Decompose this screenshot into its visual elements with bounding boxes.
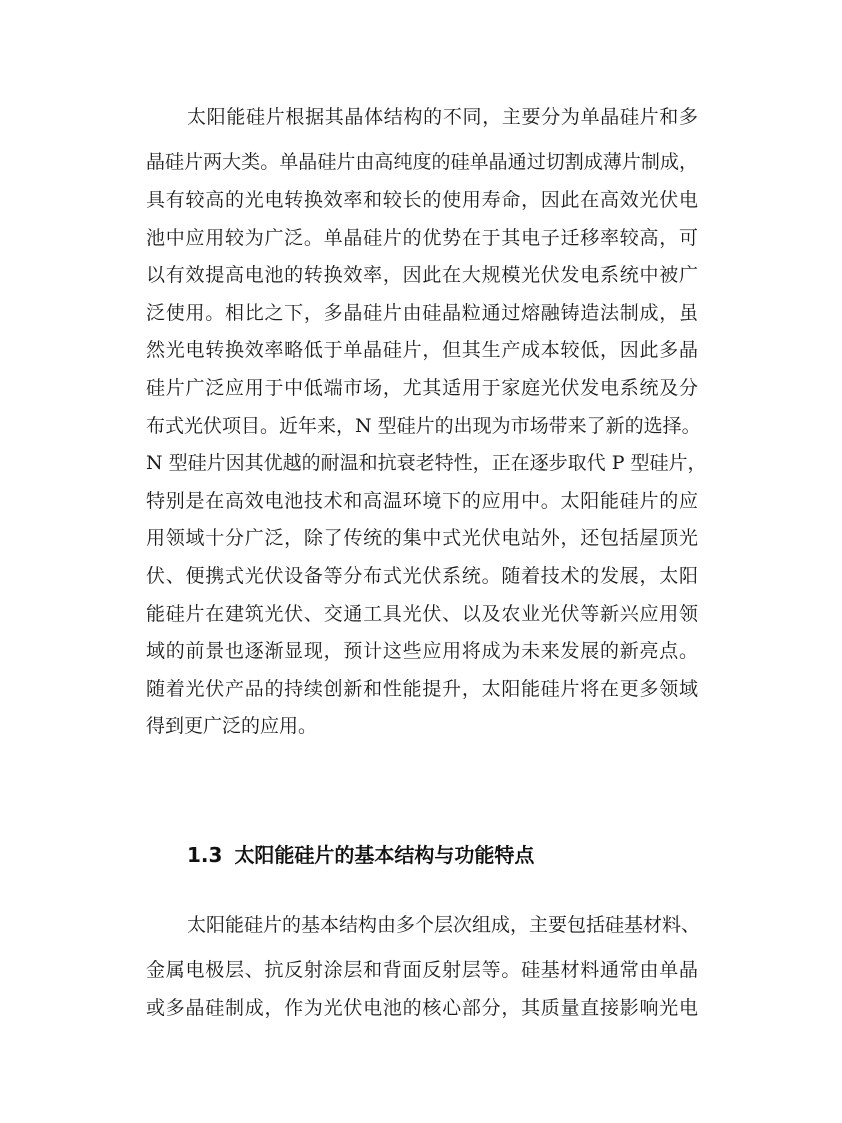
paragraph-line: 或多晶硅制成，作为光伏电池的核心部分，其质量直接影响光电 — [146, 997, 698, 1019]
paragraph-line: 伏、便携式光伏设备等分布式光伏系统。随着技术的发展，太阳 — [146, 565, 698, 587]
paragraph-line: 特别是在高效电池技术和高温环境下的应用中。太阳能硅片的应 — [146, 490, 698, 512]
paragraph-line: 用领域十分广泛，除了传统的集中式光伏电站外，还包括屋顶光 — [146, 527, 698, 549]
paragraph-line: 布式光伏项目。近年来，N 型硅片的出现为市场带来了新的选择。 — [146, 415, 701, 437]
paragraph-line: 硅片广泛应用于中低端市场，尤其适用于家庭光伏发电系统及分 — [146, 377, 698, 399]
paragraph-line: 具有较高的光电转换效率和较长的使用寿命，因此在高效光伏电 — [146, 189, 698, 211]
paragraph-line: 能硅片在建筑光伏、交通工具光伏、以及农业光伏等新兴应用领 — [146, 603, 698, 625]
paragraph-line: 以有效提高电池的转换效率，因此在大规模光伏发电系统中被广 — [146, 264, 698, 286]
section-number: 1.3 — [187, 843, 223, 867]
paragraph-line: N 型硅片因其优越的耐温和抗衰老特性，正在逐步取代 P 型硅片， — [146, 452, 707, 474]
paragraph-line: 然光电转换效率略低于单晶硅片，但其生产成本较低，因此多晶 — [146, 339, 698, 361]
paragraph-line: 晶硅片两大类。单晶硅片由高纯度的硅单晶通过切割成薄片制成， — [146, 151, 698, 173]
section-heading — [187, 842, 534, 868]
paragraph-line: 池中应用较为广泛。单晶硅片的优势在于其电子迁移率较高，可 — [146, 227, 698, 249]
paragraph-line: 得到更广泛的应用。 — [146, 715, 318, 737]
paragraph-line: 金属电极层、抗反射涂层和背面反射层等。硅基材料通常由单晶 — [146, 959, 698, 981]
paragraph-line: 域的前景也逐渐显现，预计这些应用将成为未来发展的新亮点。 — [146, 640, 698, 662]
paragraph-line: 随着光伏产品的持续创新和性能提升，太阳能硅片将在更多领域 — [146, 678, 698, 700]
paragraph-line: 泛使用。相比之下，多晶硅片由硅晶粒通过熔融铸造法制成，虽 — [146, 302, 698, 324]
paragraph-line: 太阳能硅片根据其晶体结构的不同，主要分为单晶硅片和多 — [187, 106, 698, 128]
section-title: 太阳能硅片的基本结构与功能特点 — [234, 843, 535, 867]
paragraph-line: 太阳能硅片的基本结构由多个层次组成，主要包括硅基材料、 — [187, 914, 701, 936]
